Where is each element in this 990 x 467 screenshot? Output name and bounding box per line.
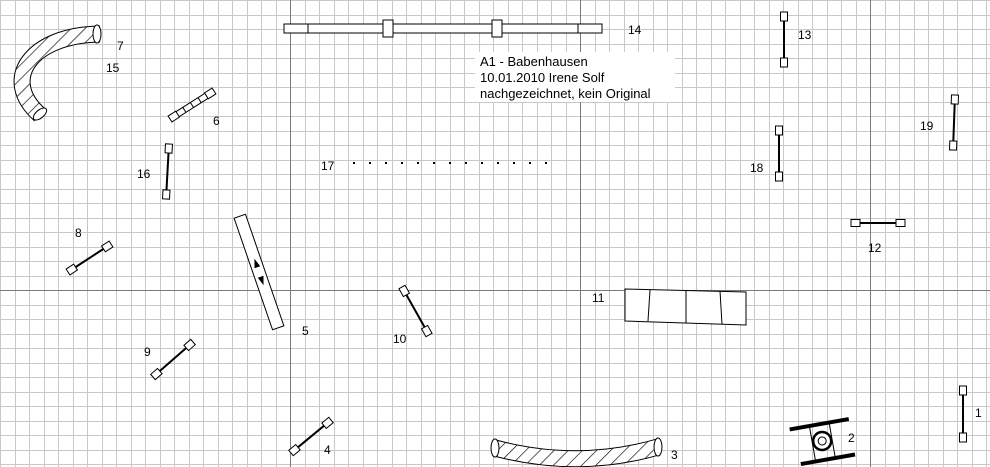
dot-mark [401, 162, 403, 164]
label-15: 15 [106, 61, 120, 75]
obstacle-13-jump [781, 12, 788, 67]
label-9: 9 [144, 345, 151, 359]
dot-mark [353, 162, 355, 164]
label-5: 5 [302, 324, 309, 338]
obstacle-12-jump [851, 220, 905, 227]
dot-mark [481, 162, 483, 164]
label-2: 2 [848, 431, 855, 445]
obstacle-11-segmented-tunnel [625, 289, 746, 325]
obstacle-17-dotted-line [353, 162, 547, 164]
label-17: 17 [321, 159, 335, 173]
label-13: 13 [798, 28, 812, 42]
dot-mark [449, 162, 451, 164]
label-7: 7 [117, 39, 124, 53]
header-date-author: 10.01.2010 Irene Solf [480, 70, 605, 85]
obstacle-3-tunnel [491, 438, 662, 459]
obstacle-1-jump [960, 386, 967, 442]
dot-mark [513, 162, 515, 164]
obstacle-9-jump [151, 339, 196, 379]
dot-mark [529, 162, 531, 164]
dot-mark [497, 162, 499, 164]
header-course-name: A1 - Babenhausen [480, 54, 588, 69]
label-8: 8 [75, 226, 82, 240]
label-16: 16 [137, 167, 151, 181]
dot-mark [465, 162, 467, 164]
label-4: 4 [324, 443, 331, 457]
label-11: 11 [592, 291, 605, 305]
obstacle-18-jump [776, 126, 783, 181]
label-19: 19 [920, 119, 934, 133]
dot-mark [545, 162, 547, 164]
label-3: 3 [671, 448, 678, 462]
dot-mark [417, 162, 419, 164]
obstacle-16-jump [163, 144, 173, 199]
obstacle-14-long-bar [284, 20, 602, 37]
label-18: 18 [750, 161, 764, 175]
label-10: 10 [393, 332, 407, 346]
label-1: 1 [975, 406, 982, 420]
label-6: 6 [213, 114, 220, 128]
header-note: nachgezeichnet, kein Original [480, 86, 651, 101]
label-12: 12 [868, 241, 882, 255]
obstacle-10-jump [399, 285, 432, 336]
dot-mark [369, 162, 371, 164]
dot-mark [433, 162, 435, 164]
obstacle-2-tire [790, 419, 855, 465]
dot-mark [385, 162, 387, 164]
label-14: 14 [628, 23, 642, 37]
